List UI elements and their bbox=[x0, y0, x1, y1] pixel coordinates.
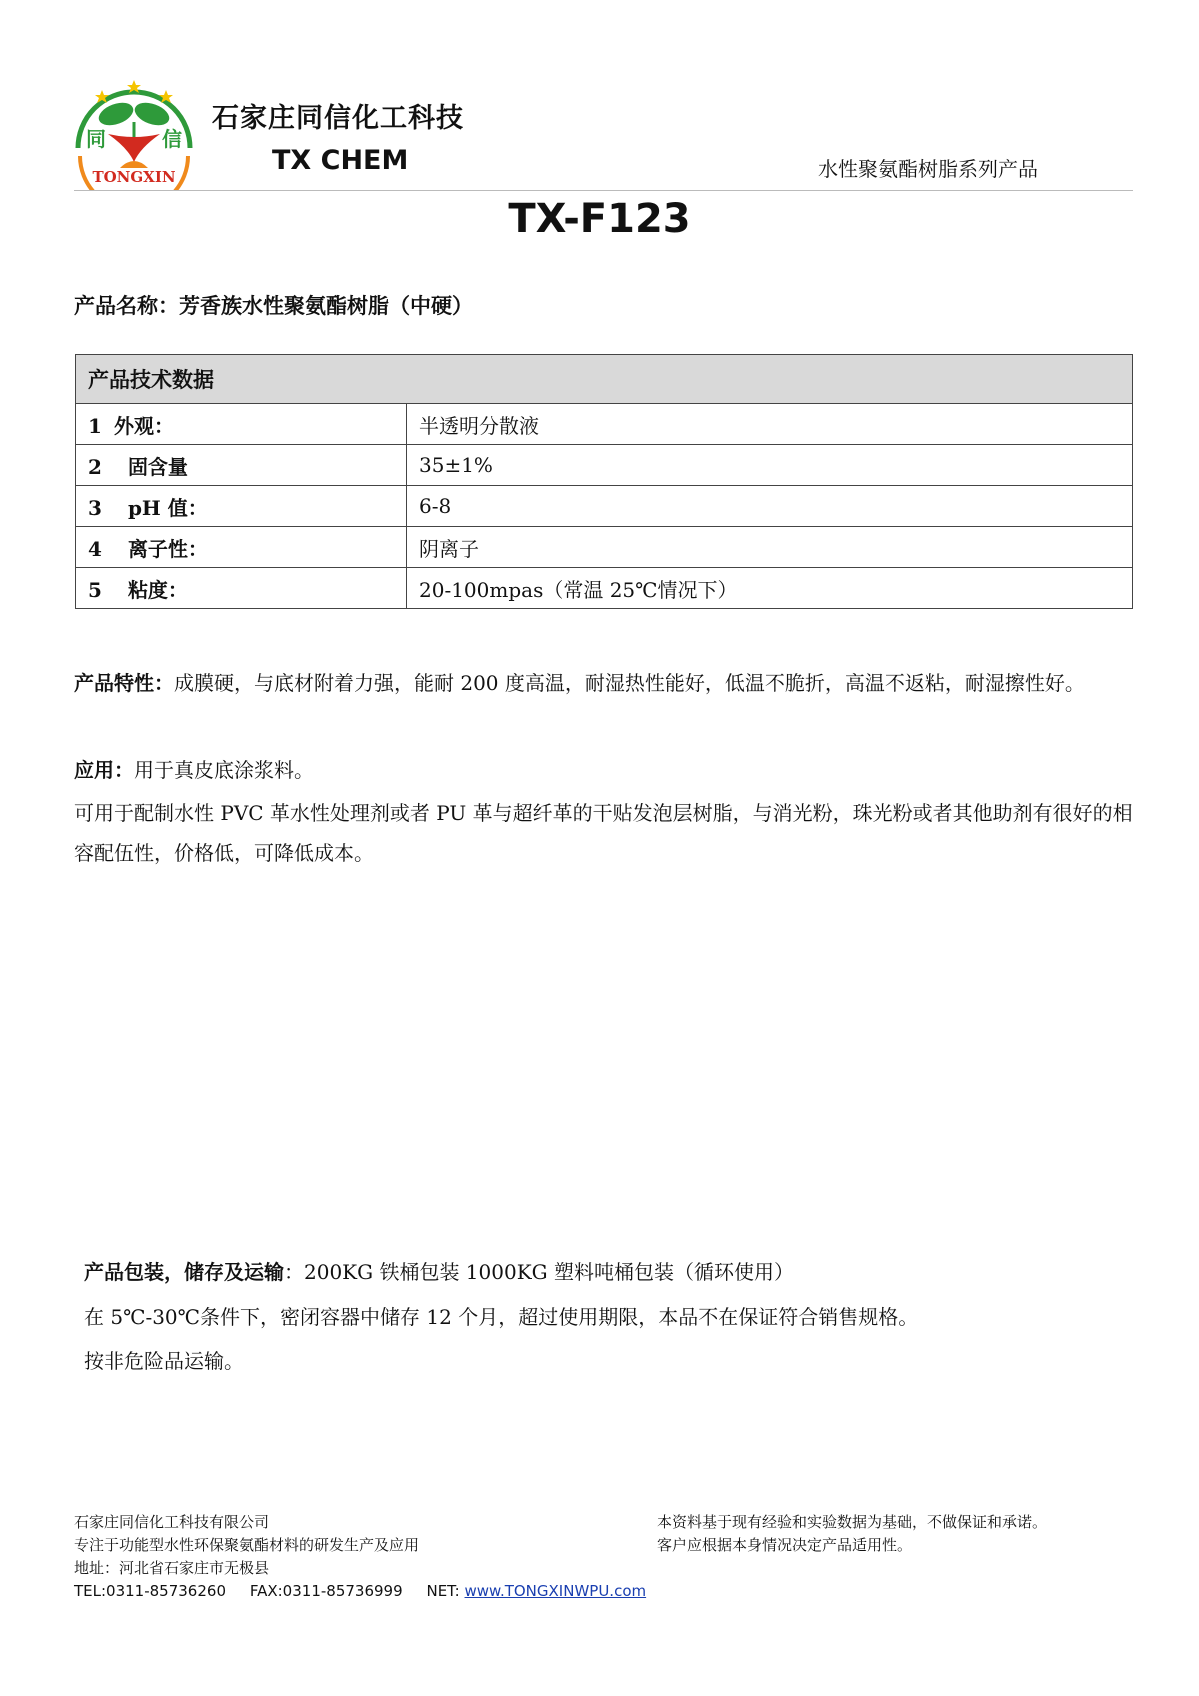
spec-number: 4 bbox=[88, 536, 102, 561]
spec-value: 半透明分散液 bbox=[407, 404, 1133, 445]
table-row bbox=[76, 568, 1133, 609]
product-model: TX-F123 bbox=[508, 196, 691, 242]
application-lead: 应用： bbox=[74, 758, 134, 782]
logo-left-char: 同 bbox=[86, 127, 106, 151]
product-features bbox=[74, 663, 1134, 703]
table-row bbox=[76, 527, 1133, 568]
disclaimer-line-1: 本资料基于现有经验和实验数据为基础，不做保证和承诺。 bbox=[657, 1513, 1048, 1531]
logo-brand-text: TONGXIN bbox=[92, 168, 176, 186]
product-application bbox=[74, 750, 1134, 790]
application-text: 用于真皮底涂浆料。 bbox=[134, 758, 314, 782]
spec-value: 35±1% bbox=[407, 445, 1133, 486]
footer-net-label: NET: bbox=[426, 1582, 465, 1600]
spec-label-text: 粘度： bbox=[127, 577, 188, 602]
spec-label-text: 固含量 bbox=[127, 454, 188, 479]
product-usage: 可用于配制水性 PVC 革水性处理剂或者 PU 革与超纤革的干贴发泡层树脂，与消光粉，珠光粉或者其他助剂有很好的相容配伍性，价格低，可降低成本。 bbox=[74, 801, 1133, 865]
storage-info: 在 5℃-30℃条件下，密闭容器中储存 12 个月，超过使用期限，本品不在保证符合销售规格。 bbox=[84, 1305, 919, 1329]
table-row bbox=[76, 404, 1133, 445]
disclaimer-line-2: 客户应根据本身情况决定产品适用性。 bbox=[657, 1536, 913, 1554]
footer-contacts-line bbox=[74, 1580, 646, 1603]
footer-tel: TEL:0311-85736260 bbox=[74, 1582, 226, 1600]
spec-label-text: 外观： bbox=[114, 413, 174, 438]
spec-table-title: 产品技术数据 bbox=[76, 355, 1133, 404]
spec-value: 阴离子 bbox=[407, 527, 1133, 568]
packaging-info bbox=[84, 1252, 1134, 1292]
product-name: 产品名称：芳香族水性聚氨酯树脂（中硬） bbox=[74, 294, 473, 318]
features-lead: 产品特性： bbox=[74, 671, 174, 695]
spec-value: 20-100mpas（常温 25℃情况下） bbox=[407, 568, 1133, 609]
transport-info: 按非危险品运输。 bbox=[84, 1349, 244, 1373]
spec-label bbox=[76, 527, 407, 568]
spec-number: 1 bbox=[88, 413, 102, 438]
spec-number: 2 bbox=[88, 454, 102, 479]
company-name-cn: 石家庄同信化工科技 bbox=[212, 103, 464, 134]
footer-contact bbox=[74, 1511, 646, 1603]
spec-table-header-row bbox=[76, 355, 1133, 404]
product-series: 水性聚氨酯树脂系列产品 bbox=[818, 157, 1038, 181]
logo-figure-icon bbox=[108, 134, 160, 162]
spec-label bbox=[76, 445, 407, 486]
spec-label-text: pH 值： bbox=[127, 495, 208, 520]
spec-number: 3 bbox=[88, 495, 102, 520]
website-link[interactable]: www.TONGXINWPU.com bbox=[464, 1582, 647, 1600]
company-logo bbox=[68, 78, 200, 190]
footer-focus: 专注于功能型水性环保聚氨酯材料的研发生产及应用 bbox=[74, 1536, 420, 1554]
logo-base bbox=[120, 161, 148, 168]
footer-company: 石家庄同信化工科技有限公司 bbox=[74, 1513, 270, 1531]
table-row bbox=[76, 445, 1133, 486]
company-name-en: TX CHEM bbox=[272, 145, 409, 176]
spec-number: 5 bbox=[88, 577, 102, 602]
packaging-lead: 产品包装，储存及运输 bbox=[84, 1260, 284, 1284]
spec-value: 6-8 bbox=[407, 486, 1133, 527]
logo-right-char: 信 bbox=[162, 127, 182, 151]
table-row bbox=[76, 486, 1133, 527]
footer-address: 地址：河北省石家庄市无极县 bbox=[74, 1559, 270, 1577]
spec-label bbox=[76, 568, 407, 609]
spec-label bbox=[76, 404, 407, 445]
spec-table bbox=[75, 354, 1133, 609]
features-text: 成膜硬，与底材附着力强，能耐 200 度高温，耐湿热性能好，低温不脆折，高温不返粘，耐湿擦性好。 bbox=[174, 671, 1085, 695]
footer-fax: FAX:0311-85736999 bbox=[249, 1582, 403, 1600]
header-divider bbox=[74, 190, 1133, 191]
spec-label bbox=[76, 486, 407, 527]
spec-label-text: 离子性： bbox=[127, 536, 208, 561]
footer-disclaimer bbox=[657, 1511, 1047, 1557]
packaging-text: ：200KG 铁桶包装 1000KG 塑料吨桶包装（循环使用） bbox=[284, 1260, 794, 1284]
